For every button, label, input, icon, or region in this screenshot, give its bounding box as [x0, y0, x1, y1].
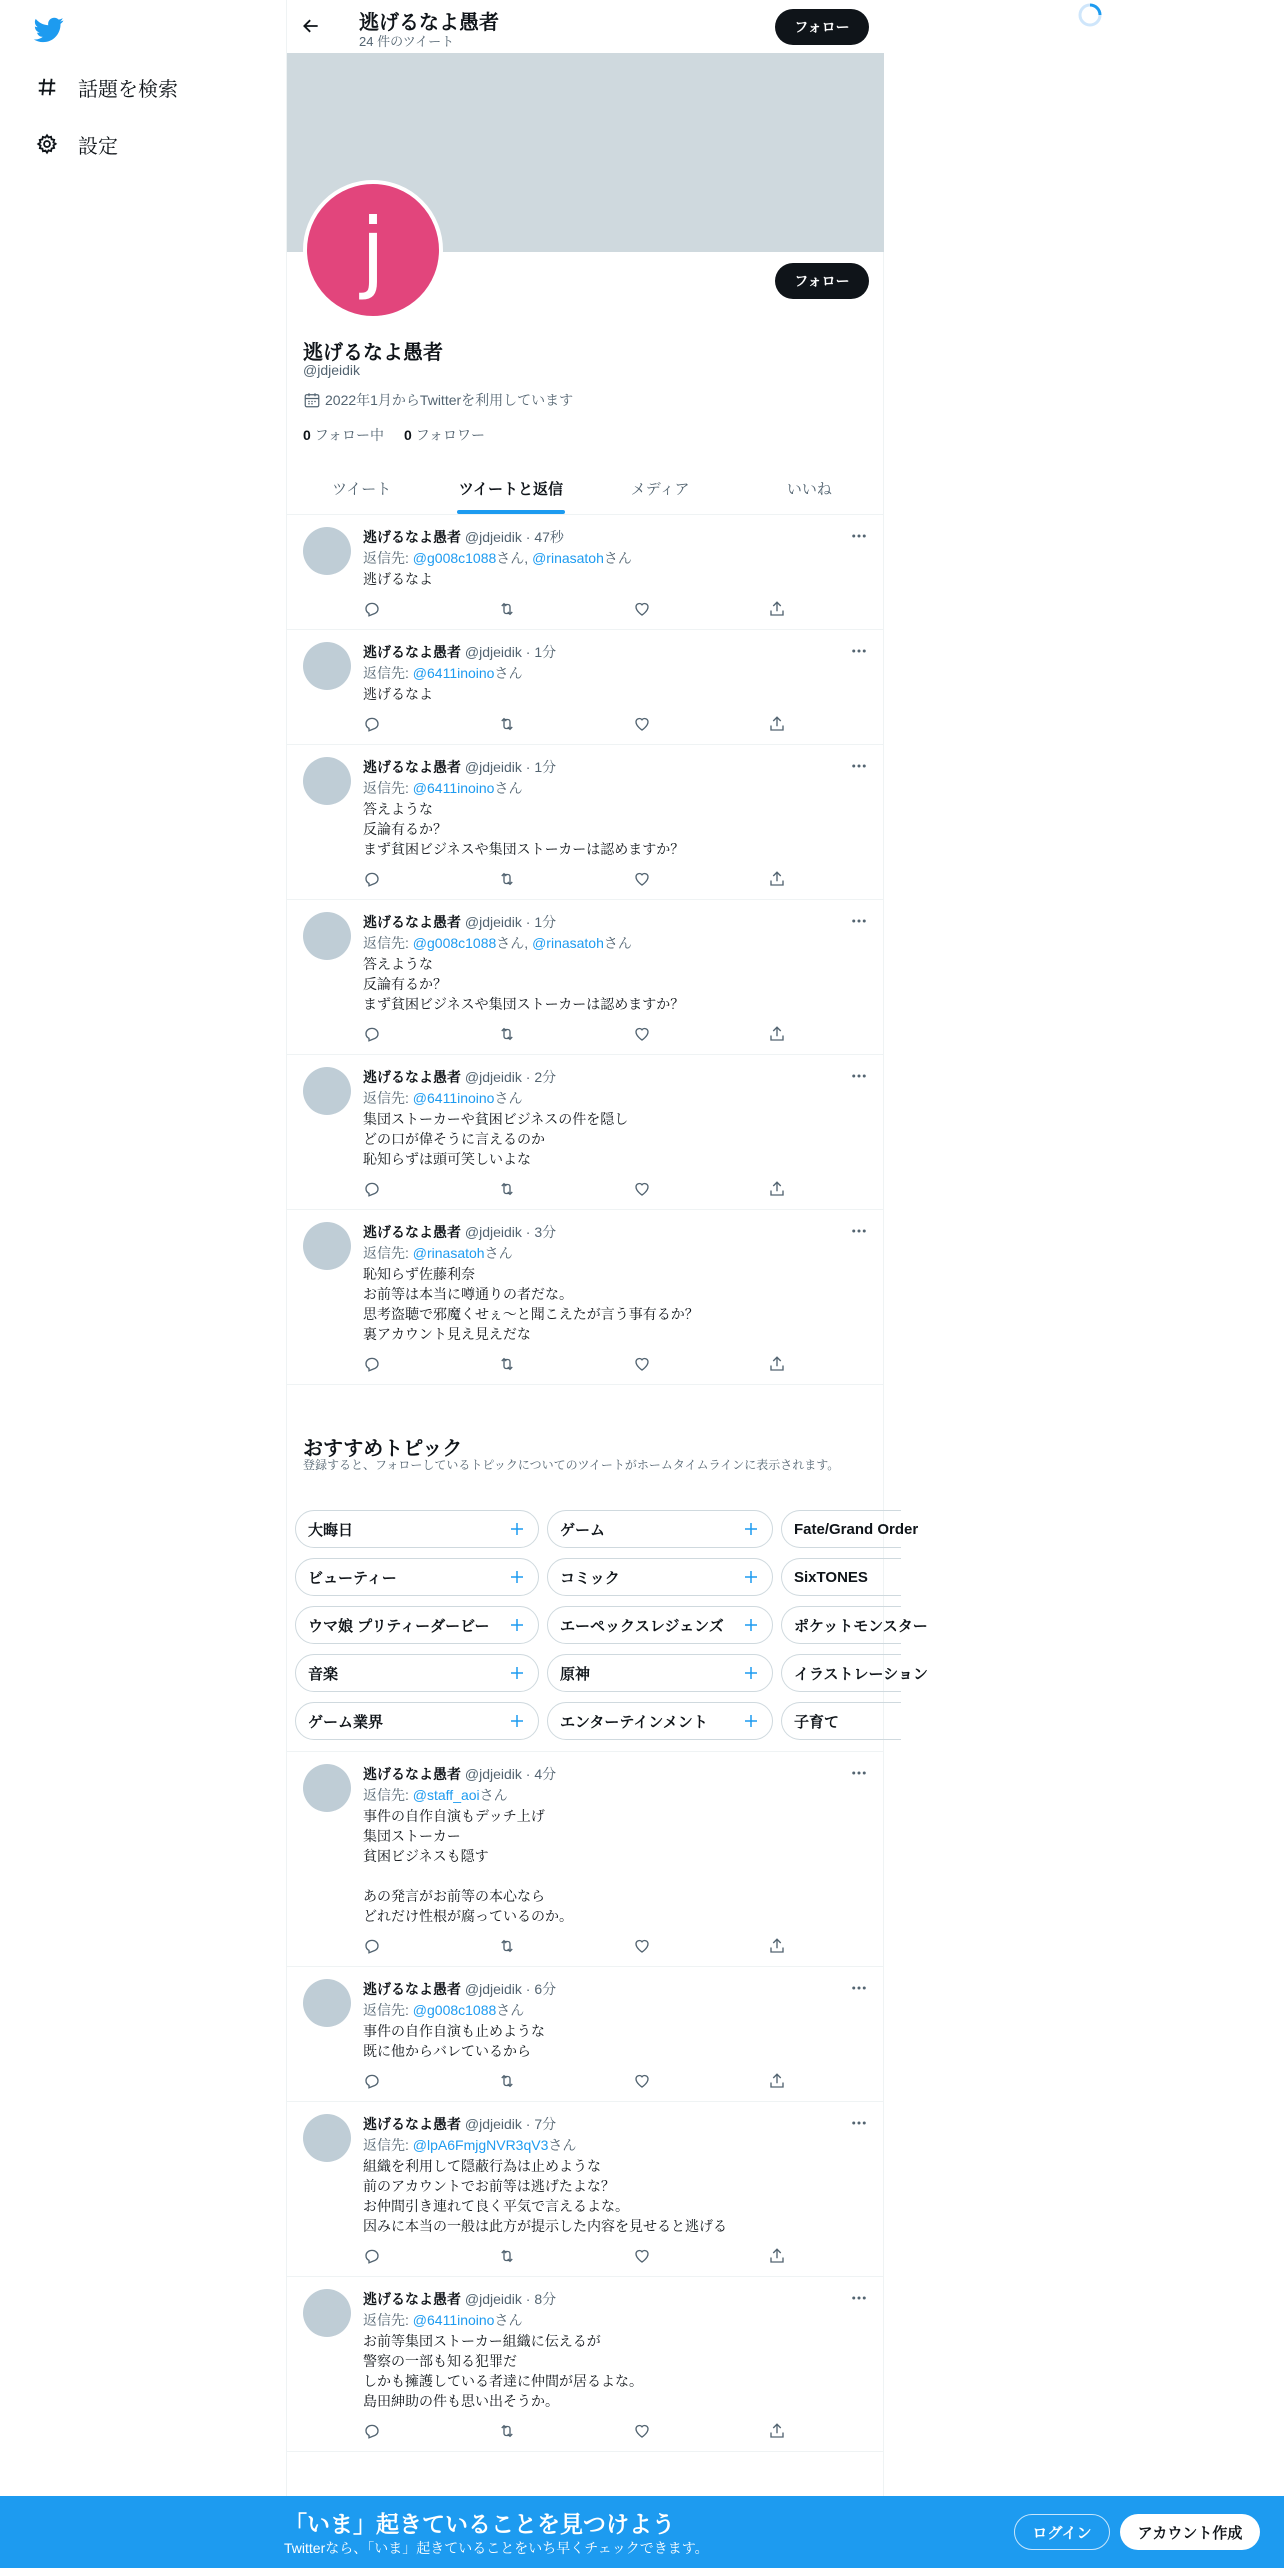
topics-description: 登録すると、フォローしているトピックについてのツイートがホームタイムラインに表示されます。 — [303, 1458, 840, 1472]
tweet-time[interactable]: 6分 — [534, 1981, 557, 1997]
plus-icon[interactable] — [742, 1568, 760, 1586]
author-handle: @jdjeidik — [464, 1981, 522, 1997]
signup-banner — [0, 2496, 1284, 2568]
topic-label: エーペックスレジェンズ — [560, 1617, 724, 1635]
mention-link[interactable]: @g008c1088 — [412, 550, 497, 566]
tweet-time[interactable]: 7分 — [534, 2116, 557, 2132]
mention-link[interactable]: @rinasatoh — [532, 935, 604, 951]
share-icon[interactable] — [768, 1937, 786, 1955]
topic-chip[interactable] — [547, 1606, 773, 1644]
topic-label: エンターテインメント — [560, 1713, 708, 1731]
banner-subtitle: Twitterなら、「いま」起きていることをいち早くチェックできます。 — [284, 2540, 709, 2556]
reply-to-line: 返信先: @g008c1088さん, @rinasatohさん — [363, 935, 632, 951]
tweet-header: 逃げるなよ愚者 @jdjeidik · 3分 — [363, 1224, 557, 1240]
mention-link[interactable]: @6411inoino — [412, 665, 495, 681]
author-handle: @jdjeidik — [464, 759, 522, 775]
calendar-icon — [303, 391, 321, 409]
tweet-header: 逃げるなよ愚者 @jdjeidik · 1分 — [363, 759, 557, 775]
avatar[interactable] — [303, 912, 351, 960]
tweet-text: 集団ストーカーや貧困ビジネスの件を隠し どの口が偉そうに言えるのか 恥知らずは頭可笑しいよな — [363, 1111, 629, 1167]
reply-icon[interactable] — [363, 1355, 381, 1373]
share-icon[interactable] — [768, 2247, 786, 2265]
profile-avatar[interactable]: j — [303, 180, 443, 320]
topic-label: ウマ娘 プリティーダービー — [308, 1617, 490, 1635]
topic-chip[interactable] — [295, 1510, 539, 1548]
tweet-actions — [363, 1926, 868, 1966]
profile-header-bar — [287, 0, 884, 53]
signup-button[interactable]: アカウント作成 — [1120, 2514, 1260, 2550]
author-handle: @jdjeidik — [464, 2116, 522, 2132]
mention-link[interactable]: @lpA6FmjgNVR3qV3 — [412, 2137, 549, 2153]
tweet-actions — [363, 2061, 868, 2101]
author-name[interactable]: 逃げるなよ愚者 — [363, 759, 461, 775]
share-icon[interactable] — [768, 2422, 786, 2440]
nav-item-settings[interactable] — [36, 124, 118, 164]
tweet-text: お前等集団ストーカー組織に伝えるが 警察の一部も知る犯罪だ しかも擁護している者達に仲間が居るよな。 島田紳助の件も思い出そうか。 — [363, 2333, 643, 2409]
tweet[interactable] — [287, 1210, 884, 1385]
share-icon[interactable] — [768, 1180, 786, 1198]
author-name[interactable]: 逃げるなよ愚者 — [363, 2116, 461, 2132]
author-name[interactable]: 逃げるなよ愚者 — [363, 1766, 461, 1782]
reply-icon[interactable] — [363, 2422, 381, 2440]
tweet[interactable] — [287, 2277, 884, 2452]
reply-icon[interactable] — [363, 2072, 381, 2090]
like-icon[interactable] — [633, 2072, 651, 2090]
more-options-icon[interactable] — [850, 757, 868, 775]
tab-tweets[interactable]: ツイート — [331, 480, 392, 498]
profile-column — [286, 0, 928, 2568]
more-options-icon[interactable] — [850, 527, 868, 545]
like-icon[interactable] — [633, 1180, 651, 1198]
tweet-header: 逃げるなよ愚者 @jdjeidik · 4分 — [363, 1766, 557, 1782]
joined-date — [303, 390, 573, 410]
topic-label: 音楽 — [308, 1665, 339, 1683]
topic-chip[interactable] — [295, 1654, 539, 1692]
tweet-header: 逃げるなよ愚者 @jdjeidik · 47秒 — [363, 529, 564, 545]
topic-label: コミック — [560, 1569, 620, 1587]
reply-icon[interactable] — [363, 600, 381, 618]
tweet-text: 組織を利用して隠蔽行為は止めような 前のアカウントでお前等は逃げたよな？ お仲間引き連れて良く平気で言えるよな。 因みに本当の一般は此方が提示した内容を見せると逃げる — [363, 2158, 727, 2234]
avatar[interactable] — [303, 1222, 351, 1270]
retweet-icon[interactable] — [498, 2072, 516, 2090]
tweet[interactable] — [287, 515, 884, 630]
topic-chip[interactable] — [547, 1558, 773, 1596]
tweet-actions — [363, 1014, 868, 1054]
more-options-icon[interactable] — [850, 1067, 868, 1085]
reply-icon[interactable] — [363, 1025, 381, 1043]
plus-icon[interactable] — [508, 1664, 526, 1682]
follow-button[interactable]: フォロー — [775, 263, 869, 299]
retweet-icon[interactable] — [498, 715, 516, 733]
retweet-icon[interactable] — [498, 1180, 516, 1198]
reply-to-line: 返信先: @6411inoinoさん — [363, 665, 523, 681]
reply-to-line: 返信先: @6411inoinoさん — [363, 1090, 523, 1106]
banner-title: 「いま」起きていることを見つけよう — [284, 2511, 675, 2537]
tweet-text: 答えような 反論有るか？ まず貧困ビジネスや集団ストーカーは認めますか？ — [363, 801, 685, 857]
tweet-actions — [363, 859, 868, 899]
avatar[interactable] — [303, 2289, 351, 2337]
tweet-actions — [363, 704, 868, 744]
like-icon[interactable] — [633, 2247, 651, 2265]
plus-icon[interactable] — [742, 1712, 760, 1730]
topic-chip[interactable] — [781, 1654, 928, 1692]
header-title: 逃げるなよ愚者 — [359, 12, 499, 34]
like-icon[interactable] — [633, 715, 651, 733]
profile-handle: @jdjeidik — [303, 362, 361, 378]
plus-icon[interactable] — [508, 1520, 526, 1538]
tab-media[interactable]: メディア — [630, 480, 690, 498]
share-icon[interactable] — [768, 2072, 786, 2090]
following-stat[interactable]: 0 フォロー中 — [303, 427, 384, 443]
tweet-actions — [363, 2411, 868, 2451]
tweet-header: 逃げるなよ愚者 @jdjeidik · 1分 — [363, 914, 557, 930]
topic-label: ビューティー — [308, 1569, 397, 1587]
tweet[interactable] — [287, 630, 884, 745]
tweet[interactable] — [287, 2102, 884, 2277]
author-handle: @jdjeidik — [464, 644, 522, 660]
topic-label: ポケットモンスター — [794, 1617, 928, 1635]
login-button[interactable]: ログイン — [1014, 2514, 1110, 2550]
profile-name: 逃げるなよ愚者 — [303, 342, 443, 364]
author-handle: @jdjeidik — [464, 914, 522, 930]
retweet-icon[interactable] — [498, 1355, 516, 1373]
mention-link[interactable]: @g008c1088 — [412, 935, 497, 951]
mention-link[interactable]: @rinasatoh — [412, 1245, 485, 1261]
tab-likes[interactable]: いいね — [786, 480, 832, 498]
author-name[interactable]: 逃げるなよ愚者 — [363, 1069, 461, 1085]
plus-icon[interactable] — [508, 1568, 526, 1586]
topic-chip[interactable] — [295, 1606, 539, 1644]
tweet[interactable] — [287, 900, 884, 1055]
like-icon[interactable] — [633, 2422, 651, 2440]
tweet-header: 逃げるなよ愚者 @jdjeidik · 7分 — [363, 2116, 557, 2132]
avatar[interactable] — [303, 642, 351, 690]
tweet-header: 逃げるなよ愚者 @jdjeidik · 2分 — [363, 1069, 557, 1085]
tweet-header: 逃げるなよ愚者 @jdjeidik · 8分 — [363, 2291, 557, 2307]
tweet-actions — [363, 1169, 868, 1209]
topic-label: 子育て — [794, 1713, 840, 1731]
tweet-count: 24 件のツイート — [359, 34, 455, 49]
topic-chip[interactable] — [781, 1558, 901, 1596]
mention-link[interactable]: @g008c1088 — [412, 2002, 497, 2018]
tweet-list — [287, 515, 884, 1385]
topic-chip[interactable] — [781, 1702, 901, 1740]
tweet-time[interactable]: 1分 — [534, 644, 557, 660]
topic-chip[interactable] — [295, 1558, 539, 1596]
tweet-time[interactable]: 8分 — [534, 2291, 557, 2307]
topic-chip[interactable] — [781, 1510, 919, 1548]
avatar[interactable] — [303, 527, 351, 575]
topic-label: 大晦日 — [308, 1521, 354, 1539]
tweet-header: 逃げるなよ愚者 @jdjeidik · 1分 — [363, 644, 557, 660]
loading-spinner-icon — [1077, 2, 1103, 28]
tweet-actions — [363, 1344, 868, 1384]
author-name[interactable]: 逃げるなよ愚者 — [363, 2291, 461, 2307]
like-icon[interactable] — [633, 1355, 651, 1373]
tweet[interactable] — [287, 1752, 884, 1967]
tweet-time[interactable]: 4分 — [534, 1766, 557, 1782]
like-icon[interactable] — [633, 600, 651, 618]
topic-label: ゲーム業界 — [308, 1713, 384, 1731]
author-handle: @jdjeidik — [464, 1069, 522, 1085]
tweet-header: 逃げるなよ愚者 @jdjeidik · 6分 — [363, 1981, 557, 1997]
author-name[interactable]: 逃げるなよ愚者 — [363, 1981, 461, 1997]
tweet-text: 事件の自作自演も止めような 既に他からバレているから — [363, 2023, 545, 2059]
author-name[interactable]: 逃げるなよ愚者 — [363, 529, 461, 545]
reply-icon[interactable] — [363, 870, 381, 888]
share-icon[interactable] — [768, 1355, 786, 1373]
share-icon[interactable] — [768, 870, 786, 888]
like-icon[interactable] — [633, 1025, 651, 1043]
reply-to-line: 返信先: @g008c1088さん — [363, 2002, 525, 2018]
more-options-icon[interactable] — [850, 2289, 868, 2307]
share-icon[interactable] — [768, 715, 786, 733]
tweet[interactable] — [287, 745, 884, 900]
recommended-topics — [287, 1420, 928, 1752]
mention-link[interactable]: @6411inoino — [412, 1090, 495, 1106]
profile-tabs — [287, 462, 884, 515]
more-options-icon[interactable] — [850, 912, 868, 930]
retweet-icon[interactable] — [498, 1025, 516, 1043]
mention-link[interactable]: @6411inoino — [412, 2312, 495, 2328]
more-options-icon[interactable] — [850, 642, 868, 660]
reply-to-line: 返信先: @6411inoinoさん — [363, 780, 523, 796]
plus-icon[interactable] — [508, 1616, 526, 1634]
back-arrow-icon[interactable] — [301, 16, 321, 36]
reply-icon[interactable] — [363, 1180, 381, 1198]
topic-label: 原神 — [560, 1665, 591, 1683]
reply-icon[interactable] — [363, 715, 381, 733]
reply-icon[interactable] — [363, 1937, 381, 1955]
profile-stats — [303, 425, 485, 445]
author-handle: @jdjeidik — [464, 2291, 522, 2307]
retweet-icon[interactable] — [498, 870, 516, 888]
topics-title: おすすめトピック — [303, 1438, 463, 1460]
hashtag-icon — [36, 76, 58, 98]
tweet-text: 答えような 反論有るか？ まず貧困ビジネスや集団ストーカーは認めますか？ — [363, 956, 685, 1012]
avatar[interactable] — [303, 2114, 351, 2162]
topic-label: Fate/Grand Order — [794, 1520, 919, 1538]
retweet-icon[interactable] — [498, 1937, 516, 1955]
tweet-time[interactable]: 2分 — [534, 1069, 557, 1085]
author-handle: @jdjeidik — [464, 529, 522, 545]
author-name[interactable]: 逃げるなよ愚者 — [363, 914, 461, 930]
more-options-icon[interactable] — [850, 1222, 868, 1240]
retweet-icon[interactable] — [498, 2422, 516, 2440]
more-options-icon[interactable] — [850, 1764, 868, 1782]
share-icon[interactable] — [768, 600, 786, 618]
retweet-icon[interactable] — [498, 2247, 516, 2265]
mention-link[interactable]: @staff_aoi — [412, 1787, 480, 1803]
author-handle: @jdjeidik — [464, 1766, 522, 1782]
author-handle: @jdjeidik — [464, 1224, 522, 1240]
nav-item-label: 設定 — [78, 135, 118, 158]
reply-to-line: 返信先: @6411inoinoさん — [363, 2312, 523, 2328]
topic-chip[interactable] — [547, 1654, 773, 1692]
plus-icon[interactable] — [742, 1664, 760, 1682]
author-name[interactable]: 逃げるなよ愚者 — [363, 1224, 461, 1240]
tweet-actions — [363, 2236, 868, 2276]
mention-link[interactable]: @rinasatoh — [532, 550, 604, 566]
like-icon[interactable] — [633, 870, 651, 888]
followers-stat[interactable]: 0 フォロワー — [404, 427, 485, 443]
tweet[interactable] — [287, 1055, 884, 1210]
retweet-icon[interactable] — [498, 600, 516, 618]
tweet[interactable] — [287, 1967, 884, 2102]
tweet-text: 恥知らず佐藤利奈 お前等は本当に噂通りの者だな。 思考盗聴で邪魔くせぇ〜と聞こえたが言う事有るか？ 裏アカウント見え見えだな — [363, 1266, 699, 1342]
joined-text: 2022年1月からTwitterを利用しています — [325, 392, 574, 408]
avatar[interactable] — [303, 757, 351, 805]
nav-item-explore[interactable] — [36, 67, 178, 107]
topic-label: ゲーム — [560, 1521, 606, 1539]
nav-item-label: 話題を検索 — [78, 78, 178, 101]
plus-icon[interactable] — [742, 1616, 760, 1634]
like-icon[interactable] — [633, 1937, 651, 1955]
tweet-text: 事件の自作自演もデッチ上げ 集団ストーカー 貧困ビジネスも隠す あの発言がお前等の本心なら どれだけ性根が腐っているのか。 — [363, 1808, 573, 1924]
plus-icon[interactable] — [742, 1520, 760, 1538]
more-options-icon[interactable] — [850, 1979, 868, 1997]
tweet-text: 逃げるなよ — [363, 686, 433, 702]
more-options-icon[interactable] — [850, 2114, 868, 2132]
reply-to-line: 返信先: @g008c1088さん, @rinasatohさん — [363, 550, 632, 566]
tweet-actions — [363, 589, 868, 629]
tweet-text: 逃げるなよ — [363, 571, 433, 587]
plus-icon[interactable] — [508, 1712, 526, 1730]
reply-icon[interactable] — [363, 2247, 381, 2265]
topic-label: SixTONES — [794, 1568, 868, 1586]
topic-chip[interactable] — [547, 1702, 773, 1740]
author-name[interactable]: 逃げるなよ愚者 — [363, 644, 461, 660]
tweet-time[interactable]: 47秒 — [534, 529, 564, 545]
tweet-list — [287, 1752, 884, 2452]
twitter-bird-icon[interactable] — [33, 14, 65, 44]
reply-to-line: 返信先: @rinasatohさん — [363, 1245, 513, 1261]
reply-to-line: 返信先: @staff_aoiさん — [363, 1787, 508, 1803]
tab-tweets-and-replies[interactable]: ツイートと返信 — [436, 462, 585, 514]
topic-chip[interactable] — [781, 1606, 928, 1644]
tweet-time[interactable]: 1分 — [534, 759, 557, 775]
share-icon[interactable] — [768, 1025, 786, 1043]
avatar[interactable] — [303, 1979, 351, 2027]
follow-button-header[interactable]: フォロー — [775, 9, 869, 45]
avatar[interactable] — [303, 1067, 351, 1115]
topic-chip[interactable] — [295, 1702, 539, 1740]
reply-to-line: 返信先: @lpA6FmjgNVR3qV3さん — [363, 2137, 577, 2153]
topic-label: イラストレーション — [794, 1665, 928, 1683]
tweet-time[interactable]: 3分 — [534, 1224, 557, 1240]
avatar[interactable] — [303, 1764, 351, 1812]
mention-link[interactable]: @6411inoino — [412, 780, 495, 796]
topic-chip[interactable] — [547, 1510, 773, 1548]
gear-icon — [36, 133, 58, 155]
tweet-time[interactable]: 1分 — [534, 914, 557, 930]
